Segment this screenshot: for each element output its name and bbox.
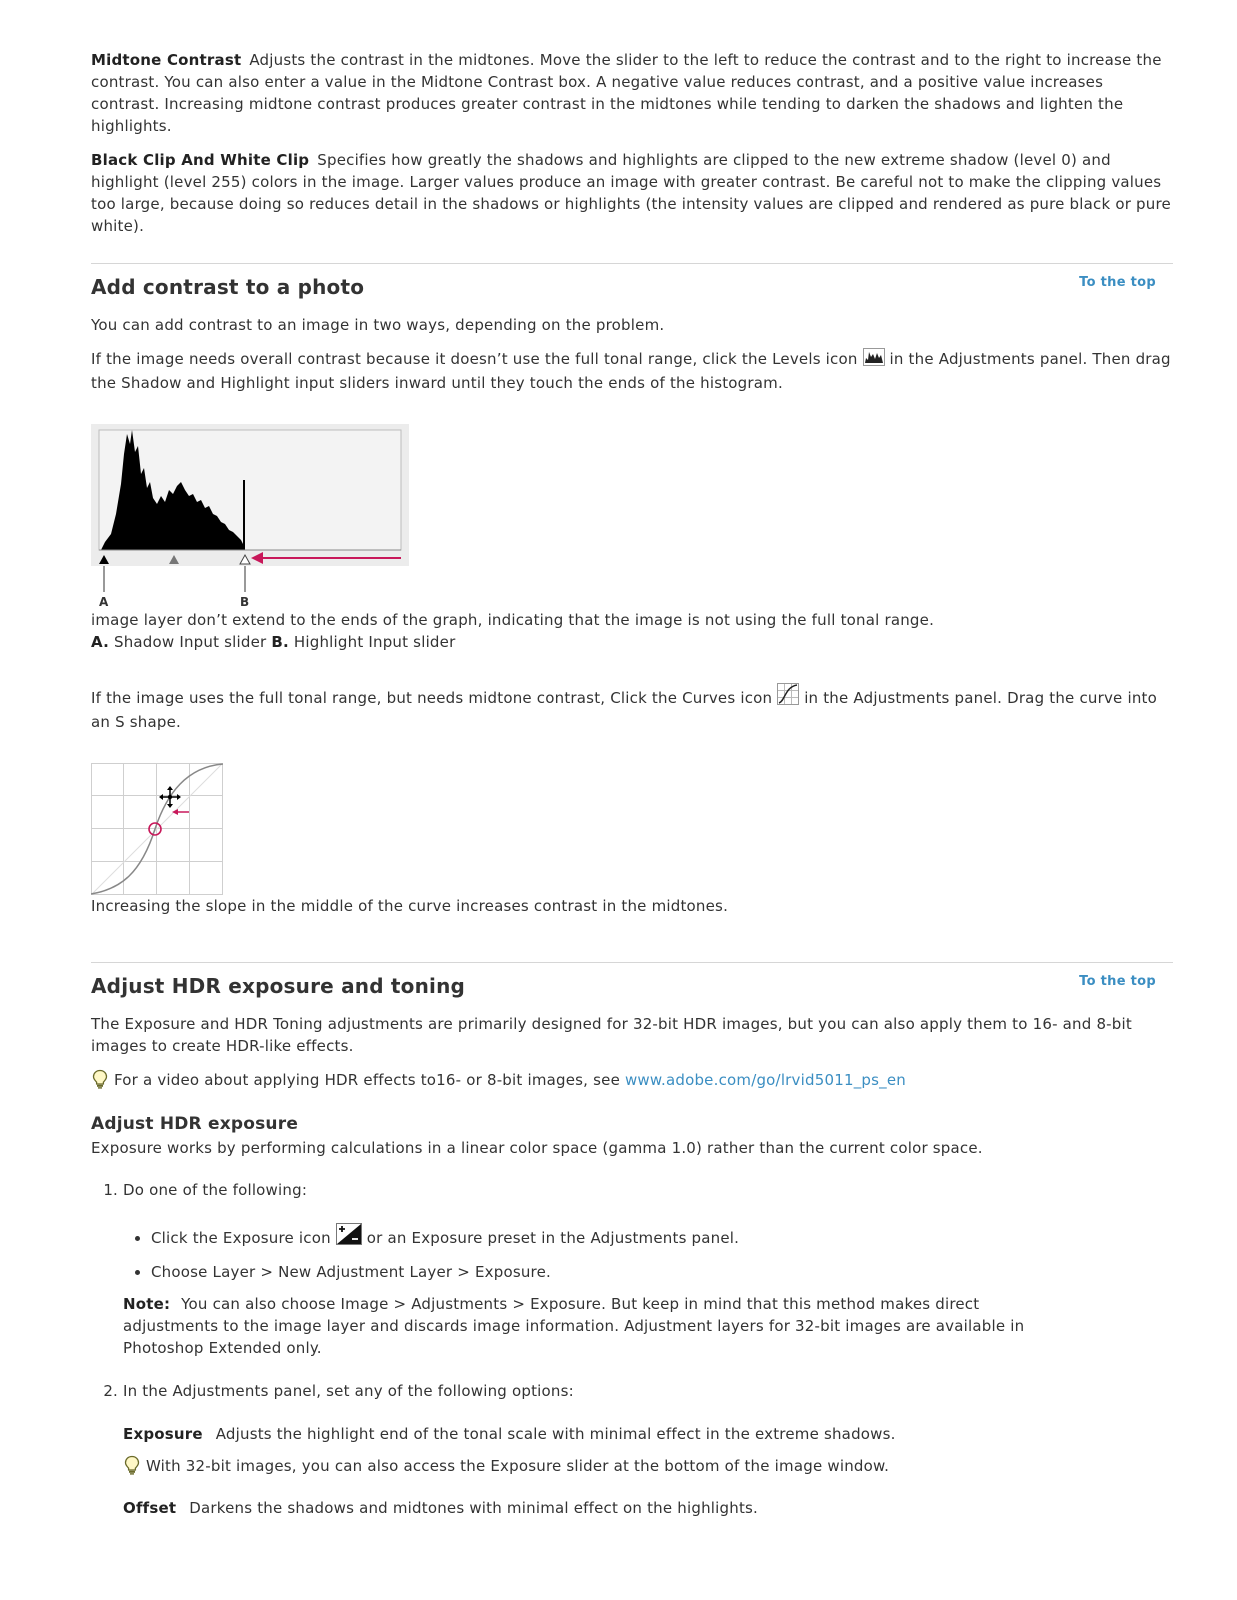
step-text: In the Adjustments panel, set any of the following options: xyxy=(123,1382,574,1400)
section-heading: Adjust HDR exposure and toning xyxy=(91,974,466,998)
exposure-intro: Exposure works by performing calculations in a linear color space (gamma 1.0) rather than the current color space. xyxy=(91,1139,983,1157)
exposure-option xyxy=(123,1423,1173,1445)
to-the-top-link[interactable]: To the top xyxy=(1079,275,1156,290)
options-bullet-list xyxy=(123,1223,1173,1283)
curves-text-before: If the image uses the full tonal range, but needs midtone contrast, Click the Curves icon xyxy=(91,689,773,707)
lightbulb-icon xyxy=(91,1069,109,1089)
step-text: Do one of the following: xyxy=(123,1181,308,1199)
curves-figure xyxy=(91,763,1173,895)
midtone-contrast-def xyxy=(91,49,1173,137)
curves-caption: Increasing the slope in the middle of the curve increases contrast in the midtones. xyxy=(91,897,729,915)
subsection-heading: Adjust HDR exposure xyxy=(91,1114,299,1134)
clip-def xyxy=(91,149,1173,237)
def-text: Specifies how greatly the shadows and highlights are clipped to the new extreme shadow (level 0) and highlight (level 255) colors in the image. Larger values produce an image with greater contrast. Be careful not to make the clipping values too large, because doing so reduces detail in the shadows or highlights (the intensity values are clipped and rendered as pure black or pure white). xyxy=(91,151,1171,235)
section-heading: Add contrast to a photo xyxy=(91,275,365,299)
levels-text-after: in the Adjustments panel. Then drag the Shadow and Highlight input sliders inward until they touch the ends of the histogram. xyxy=(91,350,1171,392)
to-the-top-link[interactable]: To the top xyxy=(1079,974,1156,989)
exposure-tip xyxy=(123,1455,1173,1477)
levels-paragraph xyxy=(91,348,1173,394)
video-tip-text: For a video about applying HDR effects to16- or 8-bit images, see xyxy=(113,1071,620,1089)
option-term: Exposure xyxy=(123,1425,203,1443)
histogram-figure xyxy=(91,424,1173,609)
bullet-text-before: Click the Exposure icon xyxy=(151,1229,331,1247)
levels-icon xyxy=(863,348,885,372)
option-term: Offset xyxy=(123,1499,177,1517)
option-text: Darkens the shadows and midtones with minimal effect on the highlights. xyxy=(189,1499,759,1517)
curves-paragraph xyxy=(91,683,1173,733)
note-label: Note: xyxy=(123,1295,171,1313)
legend-text: Highlight Input slider xyxy=(293,633,456,651)
lightbulb-icon xyxy=(123,1455,141,1475)
offset-option xyxy=(123,1497,1173,1519)
def-term: Black Clip And White Clip xyxy=(91,151,310,169)
curves-icon xyxy=(777,683,799,711)
section-header-contrast xyxy=(91,264,1173,314)
legend-key: B. xyxy=(271,633,289,651)
hdr-intro: The Exposure and HDR Toning adjustments are primarily designed for 32-bit HDR images, but you can also apply them to 16- and 8-bit images to create HDR-like effects. xyxy=(91,1015,1132,1055)
histogram-caption: image layer don’t extend to the ends of the graph, indicating that the image is not using the full tonal range. xyxy=(91,611,935,629)
note xyxy=(123,1293,1053,1359)
curves-graph-image xyxy=(91,763,223,895)
histogram-label-b: B xyxy=(240,595,250,609)
curves-text-after: in the Adjustments panel. Drag the curve into an S shape. xyxy=(91,689,1157,731)
def-text: Adjusts the contrast in the midtones. Move the slider to the left to reduce the contrast and to the right to increase the contrast. You can also enter a value in the Midtone Contrast box. A negative value reduces contrast, and a positive value increases contrast. Increasing midtone contrast produces greater contrast in the midtones while tending to darken the shadows and lighten the highlights. xyxy=(91,51,1162,135)
step-item xyxy=(123,1179,1173,1359)
histogram-legend xyxy=(91,631,1173,653)
legend-key: A. xyxy=(91,633,109,651)
exposure-icon xyxy=(336,1223,362,1251)
bullet-item: • Choose Layer > New Adjustment Layer > Exposure. xyxy=(151,1261,1173,1283)
video-tip xyxy=(91,1069,1173,1091)
histogram-label-a: A xyxy=(99,595,109,609)
section-header-hdr xyxy=(91,963,1173,1013)
def-term: Midtone Contrast xyxy=(91,51,242,69)
tip-text: With 32-bit images, you can also access the Exposure slider at the bottom of the image window. xyxy=(145,1457,890,1475)
levels-histogram-image xyxy=(91,424,421,609)
bullet-item xyxy=(151,1223,1173,1251)
step-item xyxy=(123,1380,1173,1519)
video-link[interactable]: www.adobe.com/go/lrvid5011_ps_en xyxy=(624,1071,906,1089)
levels-text-before: If the image needs overall contrast because it doesn’t use the full tonal range, click the Levels icon xyxy=(91,350,858,368)
bullet-text-after: or an Exposure preset in the Adjustments panel. xyxy=(366,1229,740,1247)
option-text: Adjusts the highlight end of the tonal scale with minimal effect in the extreme shadows. xyxy=(215,1425,896,1443)
note-text: You can also choose Image > Adjustments > Exposure. But keep in mind that this method makes direct adjustments to the image layer and discards image information. Adjustment layers for 32-bit images are available in Photoshop Extended only. xyxy=(123,1295,1025,1357)
legend-text: Shadow Input slider xyxy=(113,633,267,651)
contrast-intro: You can add contrast to an image in two ways, depending on the problem. xyxy=(91,316,665,334)
document-body xyxy=(91,49,1173,1519)
steps-list xyxy=(91,1179,1173,1519)
